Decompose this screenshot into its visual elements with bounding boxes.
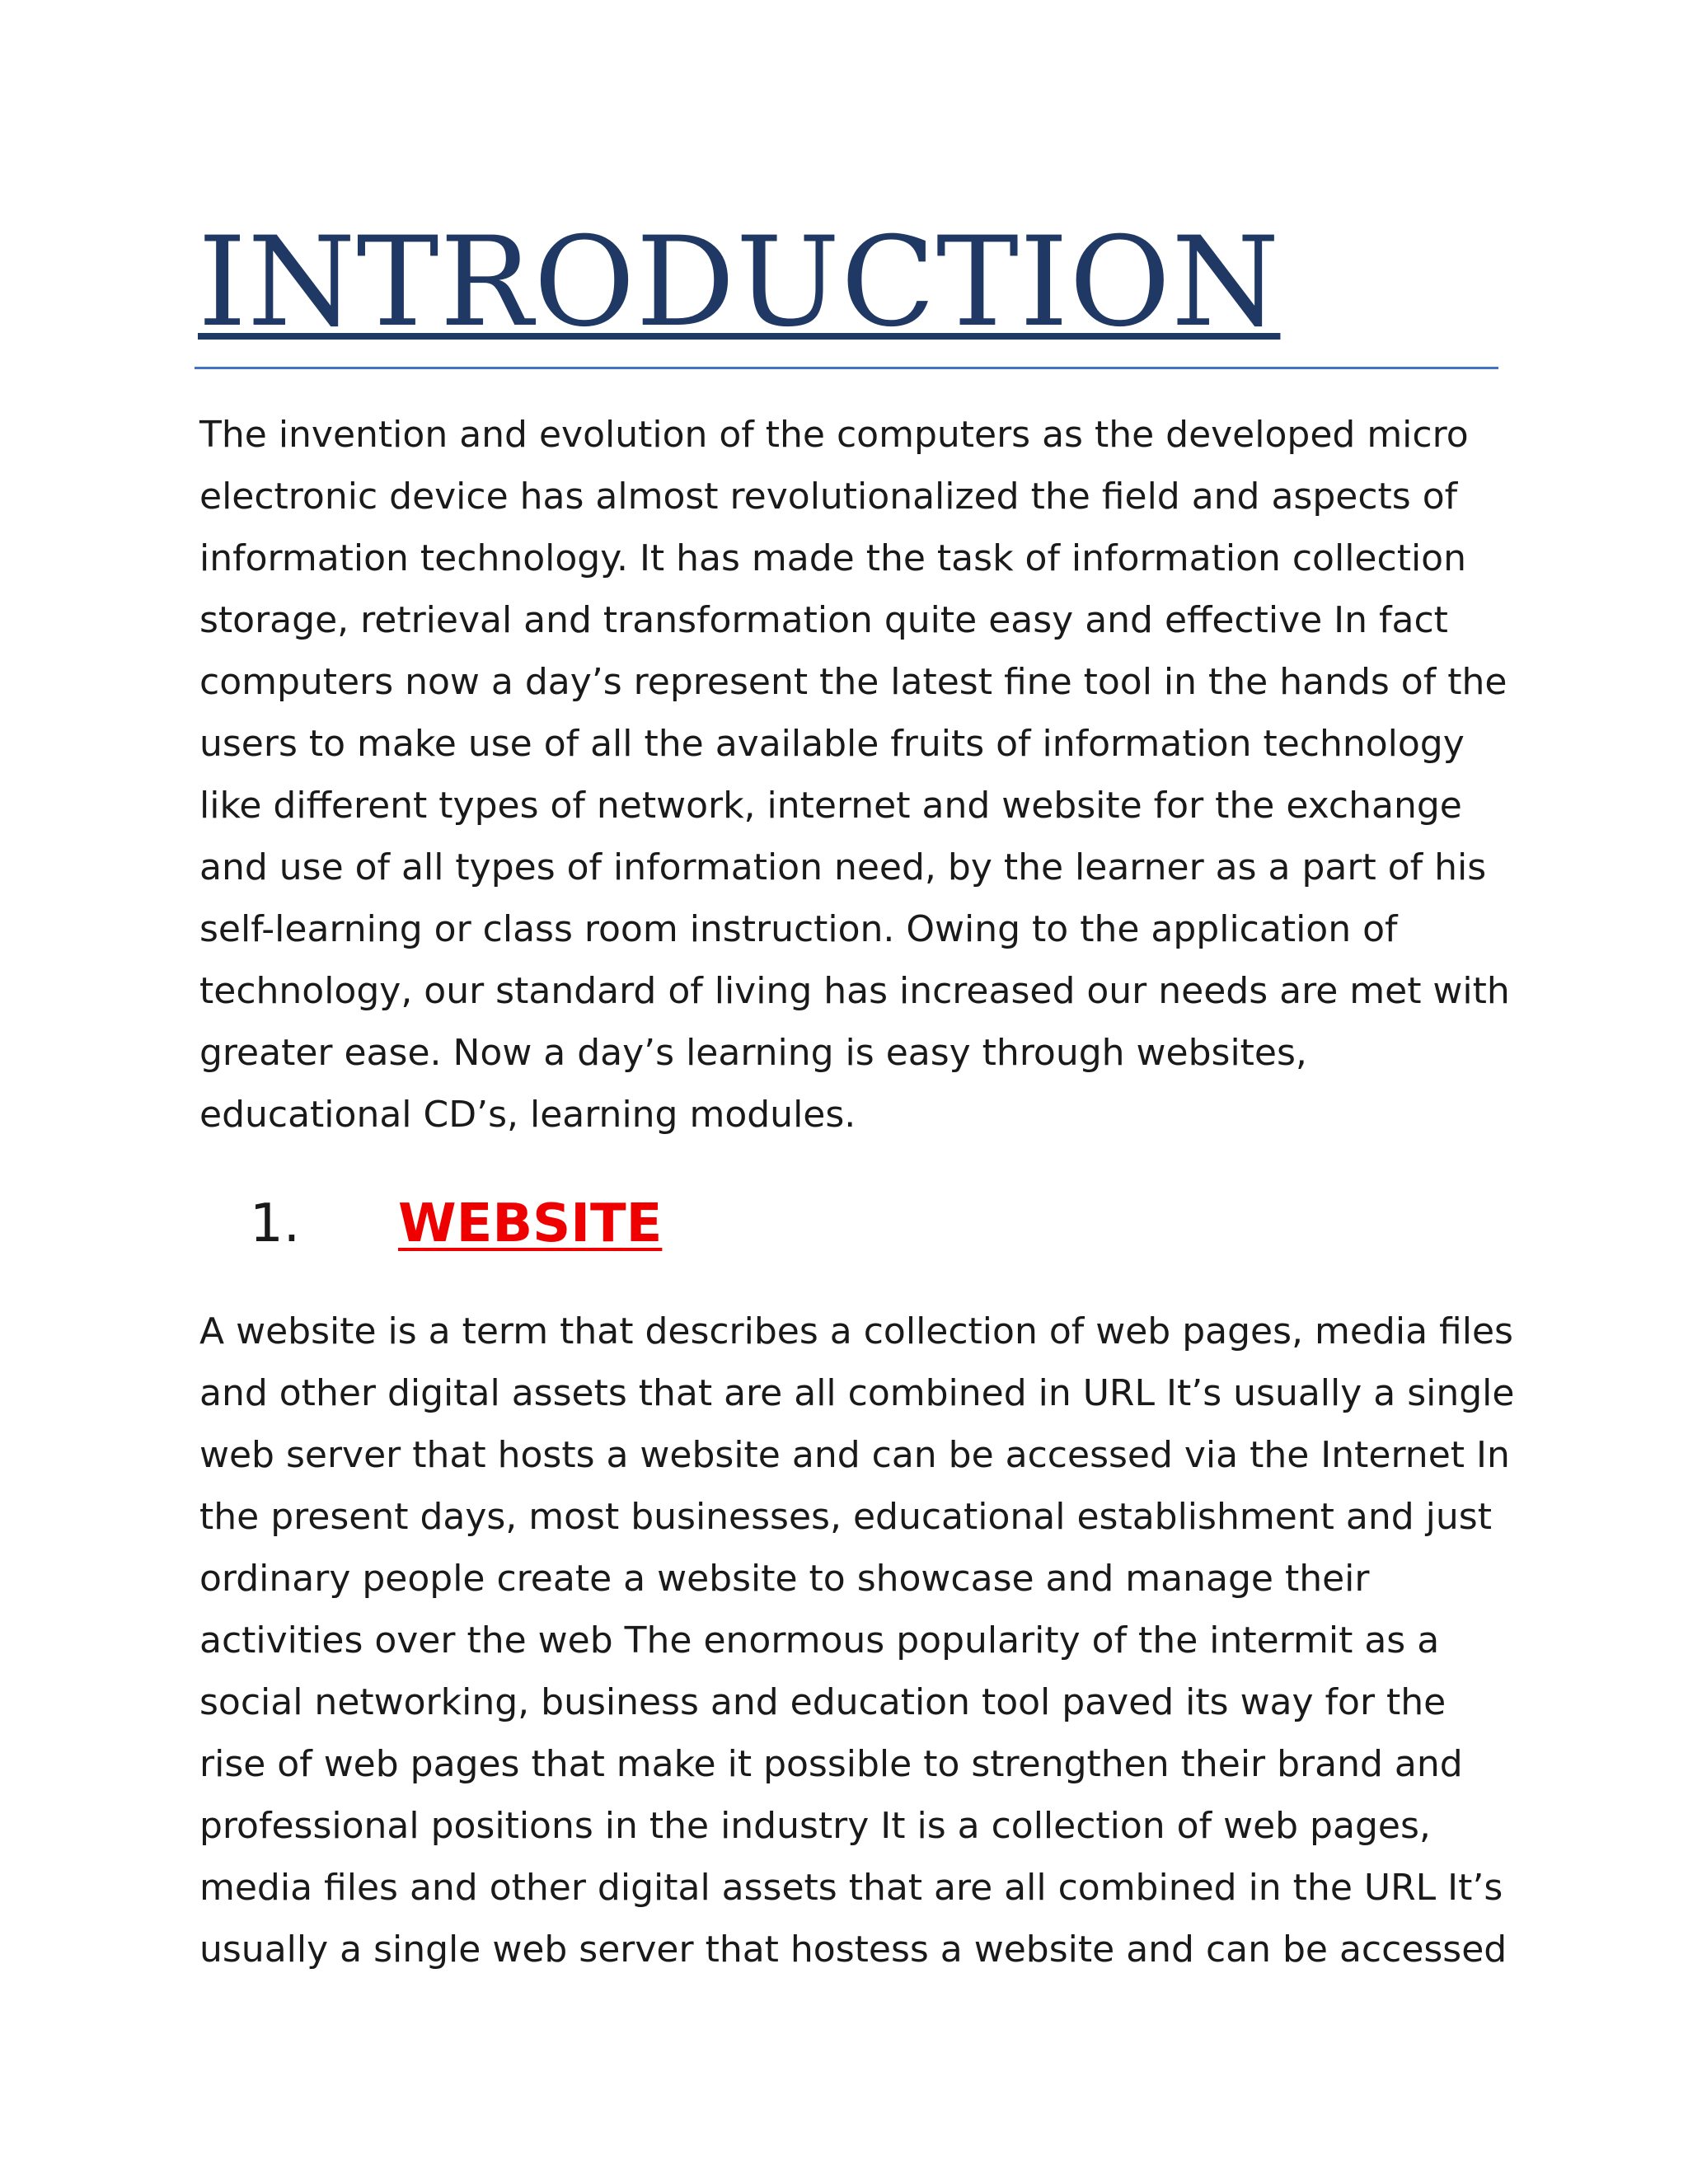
paragraph-line: professional positions in the industry It is a collection of web pages, xyxy=(199,1805,1431,1847)
paragraph-line: technology, our standard of living has increased our needs are met with xyxy=(199,970,1510,1012)
page-title: INTRODUCTION xyxy=(198,211,1281,354)
paragraph-line: and use of all types of information need, by the learner as a part of his xyxy=(199,846,1487,888)
paragraph-line: greater ease. Now a day’s learning is easy through websites, xyxy=(199,1032,1307,1074)
website-paragraph xyxy=(199,1301,1518,1980)
paragraph-line: rise of web pages that make it possible to strengthen their brand and xyxy=(199,1743,1463,1785)
paragraph-line: storage, retrieval and transformation quite easy and effective In fact xyxy=(199,599,1448,641)
section-title: WEBSITE xyxy=(398,1193,663,1254)
paragraph-line: social networking, business and education tool paved its way for the xyxy=(199,1681,1447,1723)
paragraph-line: electronic device has almost revolutionalized the field and aspects of xyxy=(199,476,1458,518)
paragraph-line: computers now a day’s represent the latest fine tool in the hands of the xyxy=(199,661,1507,703)
section-heading-website xyxy=(250,1187,662,1261)
paragraph-line: like different types of network, internet and website for the exchange xyxy=(199,785,1462,827)
title-divider xyxy=(195,367,1498,369)
paragraph-line: web server that hosts a website and can be accessed via the Internet In xyxy=(199,1434,1510,1476)
paragraph-line: A website is a term that describes a collection of web pages, media files xyxy=(199,1310,1513,1352)
paragraph-line: activities over the web The enormous popularity of the intermit as a xyxy=(199,1619,1440,1661)
section-number: 1. xyxy=(250,1193,301,1254)
paragraph-line: information technology. It has made the task of information collection xyxy=(199,537,1466,579)
paragraph-line: and other digital assets that are all combined in URL It’s usually a single xyxy=(199,1372,1515,1414)
paragraph-line: ordinary people create a website to showcase and manage their xyxy=(199,1558,1370,1600)
paragraph-line: educational CD’s, learning modules. xyxy=(199,1094,856,1136)
paragraph-line: the present days, most businesses, educational establishment and just xyxy=(199,1496,1492,1538)
paragraph-line: usually a single web server that hostess a website and can be accessed xyxy=(199,1929,1507,1971)
paragraph-line: The invention and evolution of the computers as the developed micro xyxy=(199,414,1469,456)
paragraph-line: users to make use of all the available fruits of information technology xyxy=(199,723,1465,765)
intro-paragraph xyxy=(199,404,1518,1146)
paragraph-line: media files and other digital assets that are all combined in the URL It’s xyxy=(199,1867,1503,1909)
paragraph-line: self-learning or class room instruction. Owing to the application of xyxy=(199,908,1398,950)
